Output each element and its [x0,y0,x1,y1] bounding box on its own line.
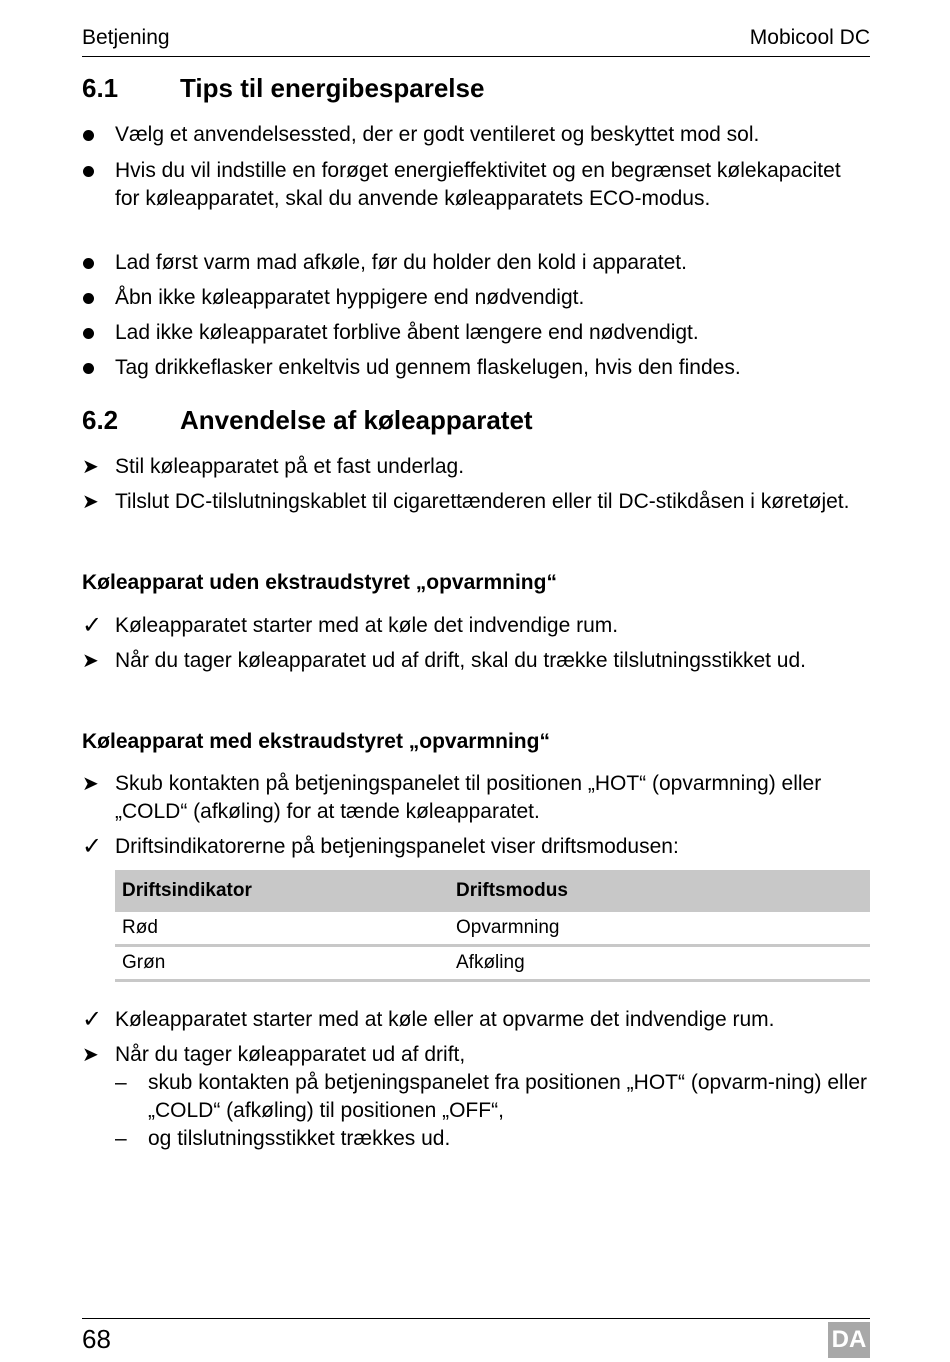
result-item: ✓ Køleapparatet starter med at køle eller at opvarme det indvendige rum. [82,1006,775,1033]
tip-item: Lad først varm mad afkøle, før du holder den kold i apparatet. [82,249,870,277]
running-header [82,26,870,57]
step-item: ➤ Skub kontakten på betjeningspanelet til positionen „HOT“ (opvarmning) eller „COLD“ (afkøling) for at tænde køleapparatet. [82,772,822,823]
table-cell: Grøn [115,946,449,981]
tip-item: Hvis du vil indstille en forøget energieffektivitet og en begrænset kølekapacitet for køleapparatet, skal du anvende køleapparatets ECO-modus. [82,157,870,213]
header-product: Mobicool DC [749,26,870,49]
bullet-icon [82,249,112,277]
substep-item: – og tilslutningsstikket trækkes ud. [115,1125,870,1153]
arrow-icon: ➤ [82,456,99,478]
bullet-icon [82,284,112,312]
language-badge: DA [828,1322,870,1358]
substep-item: – skub kontakten på betjeningspanelet fra positionen „HOT“ (opvarm-ning) eller „COLD“ (afkøling) til positionen „OFF“, [115,1071,868,1122]
check-icon: ✓ [82,833,103,860]
bullet-icon [82,121,112,149]
dash-icon: – [115,1071,127,1094]
section-number: 6.2 [82,405,119,435]
table-row [115,912,870,946]
tip-item: Vælg et anvendelsessted, der er godt ventileret og beskyttet mod sol. [82,121,870,149]
table-header-cell: Driftsmodus [449,870,870,912]
header-chapter: Betjening [82,26,170,49]
arrow-icon: ➤ [82,1044,99,1066]
table-cell: Rød [115,912,449,946]
table-row [115,946,870,981]
step-item: ➤ Når du tager køleapparatet ud af drift, [82,1041,870,1069]
table-header-row [115,870,870,912]
indicator-table [115,870,870,982]
table-header-cell: Driftsindikator [115,870,449,912]
table-cell: Opvarmning [449,912,870,946]
step-item: ➤ Når du tager køleapparatet ud af drift, skal du trække tilslutningsstikket ud. [82,647,870,675]
bullet-icon [82,157,112,185]
result-item: ✓ Køleapparatet starter med at køle det indvendige rum. [82,612,619,639]
arrow-icon: ➤ [82,491,99,513]
arrow-icon: ➤ [82,773,99,795]
step-item: ➤ Stil køleapparatet på et fast underlag. [82,453,870,481]
table-cell: Afkøling [449,946,870,981]
tip-item: Tag drikkeflasker enkeltvis ud gennem flaskelugen, hvis den findes. [82,354,870,382]
page-number: 68 [82,1324,111,1354]
arrow-icon: ➤ [82,650,99,672]
footer-divider [82,1318,870,1319]
section-title: Tips til energibesparelse [180,73,485,103]
dash-icon: – [115,1127,127,1150]
bullet-icon [82,319,112,347]
bullet-icon [82,354,112,382]
subsection-heading: Køleapparat med ekstraudstyret „opvarmning“ [82,730,550,753]
section-6-1-heading [82,73,484,104]
section-title: Anvendelse af køleapparatet [180,405,533,435]
check-icon: ✓ [82,612,103,639]
check-icon: ✓ [82,1006,103,1033]
result-item: ✓ Driftsindikatorerne på betjeningspanelet viser driftsmodusen: [82,833,679,860]
tip-item: Åbn ikke køleapparatet hyppigere end nødvendigt. [82,284,870,312]
section-number: 6.1 [82,73,119,103]
step-item: ➤ Tilslut DC-tilslutningskablet til cigarettænderen eller til DC-stikdåsen i køretøjet. [82,488,870,516]
subsection-heading: Køleapparat uden ekstraudstyret „opvarmning“ [82,571,557,594]
tip-item: Lad ikke køleapparatet forblive åbent længere end nødvendigt. [82,319,870,347]
section-6-2-heading [82,405,533,436]
